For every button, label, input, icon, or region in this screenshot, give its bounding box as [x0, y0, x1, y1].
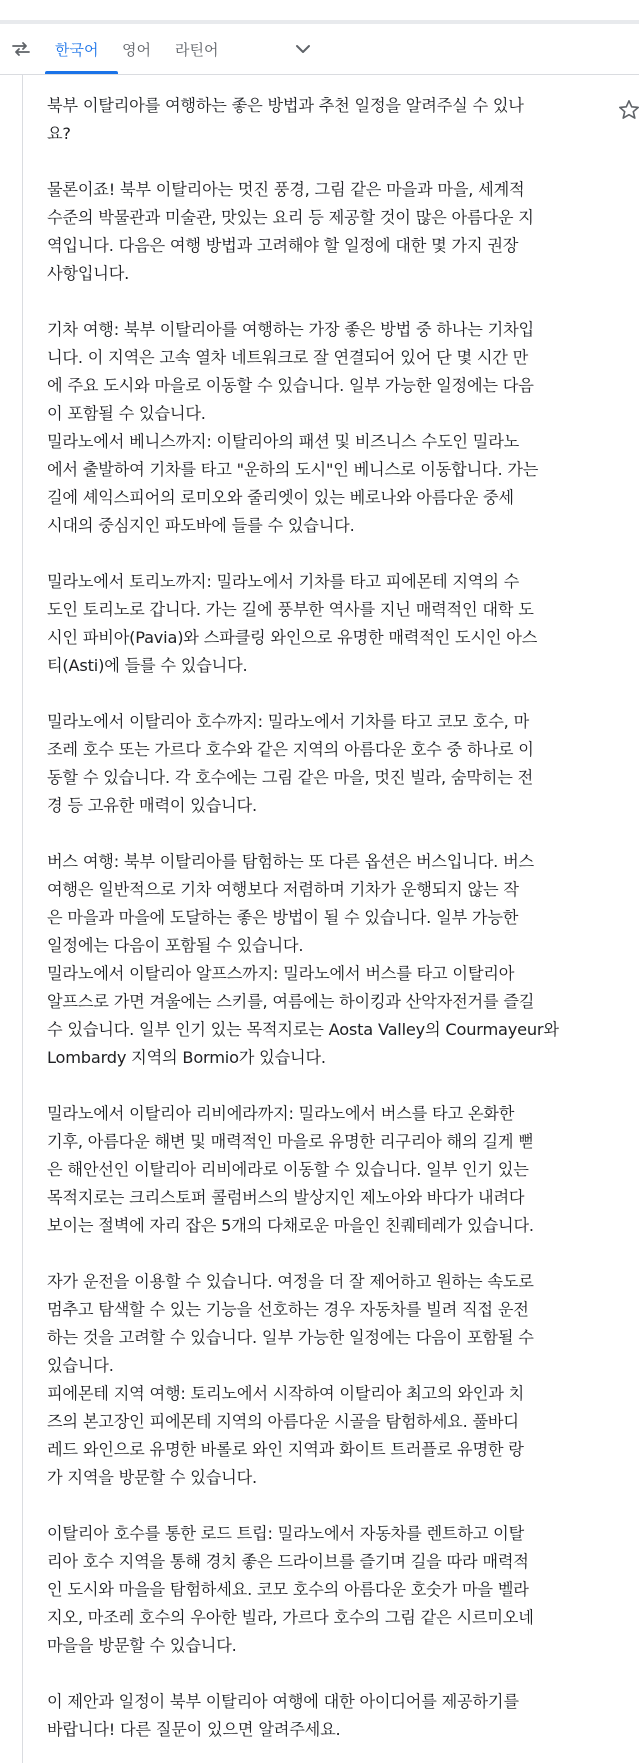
output-paragraph: 이탈리아 호수를 통한 로드 트립: 밀라노에서 자동차를 렌트하고 이탈 리아 호수 지역을 통해 경치 좋은 드라이브를 즐기며 길을 따라 매력적 인 도시와 마을을 탐험하세요. 코모 호수의 아름다운 호숫가 마을 벨라 지오, 마조레 호수의 우아한 빌라, 가르다 호수의 그림 같은 시르미오네 마을을 방문할 수 있습니다.	[47, 1524, 534, 1655]
tab-label: 한국어	[55, 40, 99, 59]
tab-label: 영어	[122, 40, 151, 59]
left-gutter	[0, 75, 22, 1763]
output-paragraph: 밀라노에서 이탈리아 호수까지: 밀라노에서 기차를 타고 코모 호수, 마 조레 호수 또는 가르다 호수와 같은 지역의 아름다운 호수 중 하나로 이 동할 수 있습니다. 각 호수에는 그림 같은 마을, 멋진 빌라, 숨막히는 전 경 등 고유한 매력이 있습니다.	[47, 712, 534, 815]
output-paragraph: 버스 여행: 북부 이탈리아를 탐험하는 또 다른 옵션은 버스입니다. 버스 여행은 일반적으로 기차 여행보다 저렴하며 기차가 운행되지 않는 작 은 마을과 마을에 도달하는 좋은 방법이 될 수 있습니다. 일부 가능한 일정에는 다음이 포함될 수 있습니다. 밀라노에서 이탈리아 알프스까지: 밀라노에서 버스를 타고 이탈리아 알프스로 가면 겨울에는 스키를, 여름에는 하이킹과 산악자전거를 즐길 수 있습니다. 일부 인기 있는 목적지로는 Aosta Valley의 Courmayeur와 Lombardy 지역의 Bormio가 있습니다.	[47, 852, 559, 1067]
active-tab-indicator	[45, 71, 118, 74]
top-strip	[0, 0, 639, 20]
tab-english[interactable]	[122, 24, 151, 74]
language-toolbar	[0, 24, 639, 75]
output-paragraph: 이 제안과 일정이 북부 이탈리아 여행에 대한 아이디어를 제공하기를 바랍니다! 다른 질문이 있으면 알려주세요.	[47, 1692, 519, 1739]
output-paragraph: 밀라노에서 토리노까지: 밀라노에서 기차를 타고 피에몬테 지역의 수 도인 토리노로 갑니다. 가는 길에 풍부한 역사를 지닌 매력적인 대학 도 시인 파비아(Pavia)와 스파클링 와인으로 유명한 매력적인 도시인 아스 티(Asti)에 들를 수 있습니다.	[47, 572, 538, 675]
panel-divider	[22, 75, 23, 1763]
swap-languages-button[interactable]	[8, 36, 34, 62]
star-outline-icon	[617, 98, 639, 122]
output-paragraph: 물론이죠! 북부 이탈리아는 멋진 풍경, 그림 같은 마을과 마을, 세계적 수준의 박물관과 미술관, 맛있는 요리 등 제공할 것이 많은 아름다운 지 역입니다. 다음은 여행 방법과 고려해야 할 일정에 대한 몇 가지 권장 사항입니다.	[47, 180, 534, 283]
swap-arrows-icon	[11, 41, 31, 57]
output-paragraph: 기차 여행: 북부 이탈리아를 여행하는 가장 좋은 방법 중 하나는 기차입 니다. 이 지역은 고속 열차 네트워크로 잘 연결되어 있어 단 몇 시간 만 에 주요 도시와 마을로 이동할 수 있습니다. 일부 가능한 일정에는 다음 이 포함될 수 있습니다. 밀라노에서 베니스까지: 이탈리아의 패션 및 비즈니스 수도인 밀라노 에서 출발하여 기차를 타고 "운하의 도시"인 베니스로 이동합니다. 가는 길에 셰익스피어의 로미오와 줄리엣이 있는 베로나와 아름다운 중세 시대의 중심지인 파도바에 들를 수 있습니다.	[47, 320, 539, 535]
tab-label: 라틴어	[175, 40, 219, 59]
tab-latin[interactable]	[175, 24, 218, 74]
more-languages-button[interactable]	[290, 36, 316, 62]
chevron-down-icon	[295, 44, 311, 54]
output-paragraph: 밀라노에서 이탈리아 리비에라까지: 밀라노에서 버스를 타고 온화한 기후, 아름다운 해변 및 매력적인 마을로 유명한 리구리아 해의 길게 뻗 은 해안선인 이탈리아 리비에라로 이동할 수 있습니다. 일부 인기 있는 목적지로는 크리스토퍼 콜럼버스의 발상지인 제노아와 바다가 내려다 보이는 절벽에 자리 잡은 5개의 다채로운 마을인 친퀘테레가 있습니다.	[47, 1104, 534, 1235]
translation-output	[47, 92, 609, 1744]
save-translation-button[interactable]	[617, 98, 639, 122]
output-paragraph: 북부 이탈리아를 여행하는 좋은 방법과 추천 일정을 알려주실 수 있나 요?	[47, 96, 524, 143]
tab-korean[interactable]	[55, 24, 98, 74]
output-paragraph: 자가 운전을 이용할 수 있습니다. 여정을 더 잘 제어하고 원하는 속도로 멈추고 탐색할 수 있는 기능을 선호하는 경우 자동차를 빌려 직접 운전 하는 것을 고려할 수 있습니다. 일부 가능한 일정에는 다음이 포함될 수 있습니다. 피에몬테 지역 여행: 토리노에서 시작하여 이탈리아 최고의 와인과 치 즈의 본고장인 피에몬테 지역의 아름다운 시골을 탐험하세요. 풀바디 레드 와인으로 유명한 바롤로 와인 지역과 화이트 트러플로 유명한 랑 가 지역을 방문할 수 있습니다.	[47, 1272, 534, 1487]
